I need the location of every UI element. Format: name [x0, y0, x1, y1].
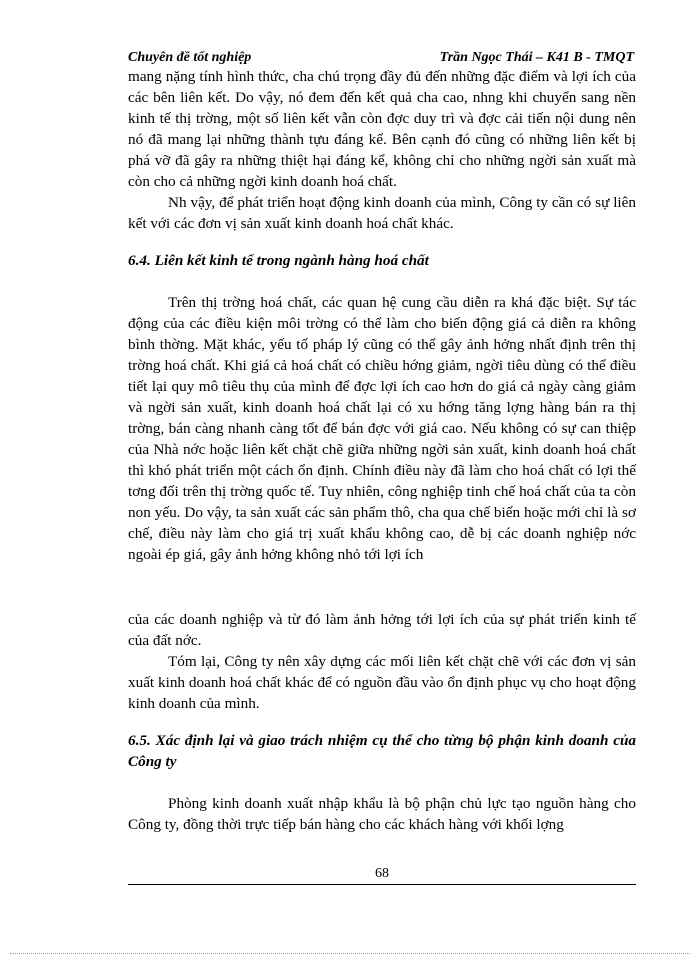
paragraph-6: Phòng kinh doanh xuất nhập khẩu là bộ phận chủ lực tạo nguồn hàng cho Công ty, đồng thời trực tiếp bán hàng cho các khách hàng với khối lợng	[128, 795, 636, 833]
section-heading-6-4: 6.4. Liên kết kinh tế trong ngành hàng hoá chất	[128, 252, 429, 269]
footer-rule	[128, 884, 636, 885]
page-number: 68	[375, 866, 389, 881]
body-content	[128, 66, 636, 835]
section-heading-6-5: 6.5. Xác định lại và giao trách nhiệm cụ thể cho từng bộ phận kinh doanh của Công ty	[128, 732, 636, 770]
paragraph-2: Nh vậy, để phát triển hoạt động kinh doanh của mình, Công ty cần có sự liên kết với các đơn vị sản xuất kinh doanh hoá chất khác.	[128, 194, 636, 232]
paragraph-3: Trên thị trờng hoá chất, các quan hệ cung cầu diễn ra khá đặc biệt. Sự tác động của các điều kiện môi trờng có thể làm cho biến động giá cả diễn ra không bình thờng. Mặt khác, yếu tố pháp lý cũng có thể gây ảnh hởng nhất định trên thị trờng hoá chất. Khi giá cả hoá chất có chiều hớng giảm, ngời tiêu dùng có thể điều tiết lại quy mô tiêu thụ của mình để đợc lợi ích cao hơn do giá cả ngày càng giảm và ngời sản xuất, kinh doanh hoá chất lại có xu hớng tăng lợng hàng bán ra thị trờng, bán càng nhanh càng tốt để bán đợc với giá cao. Nếu không có sự can thiệp của Nhà nớc hoặc liên kết chặt chẽ giữa những ngời sản xuất, kinh doanh hoá chất thì khó phát triển một cách ổn định. Chính điều này đã làm cho hoá chất có lợi thế tơng đối trên thị trờng quốc tế. Tuy nhiên, công nghiệp tinh chế hoá chất của ta còn non yếu. Do vậy, ta sản xuất các sản phẩm thô, cha qua chế biến hoặc mới chỉ là sơ chế, điều này làm cho giá trị xuất khẩu không cao, dễ bị các doanh nghiệp nớc ngoài ép giá, gây ảnh hởng không nhỏ tới lợi ích	[128, 294, 636, 563]
page-bottom-dotted-rule	[10, 953, 690, 954]
paragraph-5: Tóm lại, Công ty nên xây dựng các mối liên kết chặt chẽ với các đơn vị sản xuất kinh doanh hoá chất khác để có nguồn đầu vào ổn định phục vụ cho hoạt động kinh doanh của mình.	[128, 653, 636, 712]
paragraph-1: mang nặng tính hình thức, cha chú trọng đầy đủ đến những đặc điểm và lợi ích của các bên liên kết. Do vậy, nó đem đến kết quả cha cao, nhng khi chuyển sang nền kinh tế thị trờng, một số liên kết vẫn còn đợc duy trì và đợc cải tiến nội dung nên nó đã mang lại những thành tựu đáng kể. Bên cạnh đó cũng có những liên kết bị phá vỡ đã gây ra những thiệt hại đáng kể, không chỉ cho những ngời sản xuất mà còn cho cả những ngời kinh doanh hoá chất.	[128, 68, 636, 190]
header-left-title: Chuyên đề tốt nghiệp	[128, 50, 252, 65]
paragraph-4: của các doanh nghiệp và từ đó làm ảnh hởng tới lợi ích của sự phát triển kinh tế của đất nớc.	[128, 611, 636, 649]
header-right-author: Trần Ngọc Thái – K41 B - TMQT	[439, 50, 634, 65]
